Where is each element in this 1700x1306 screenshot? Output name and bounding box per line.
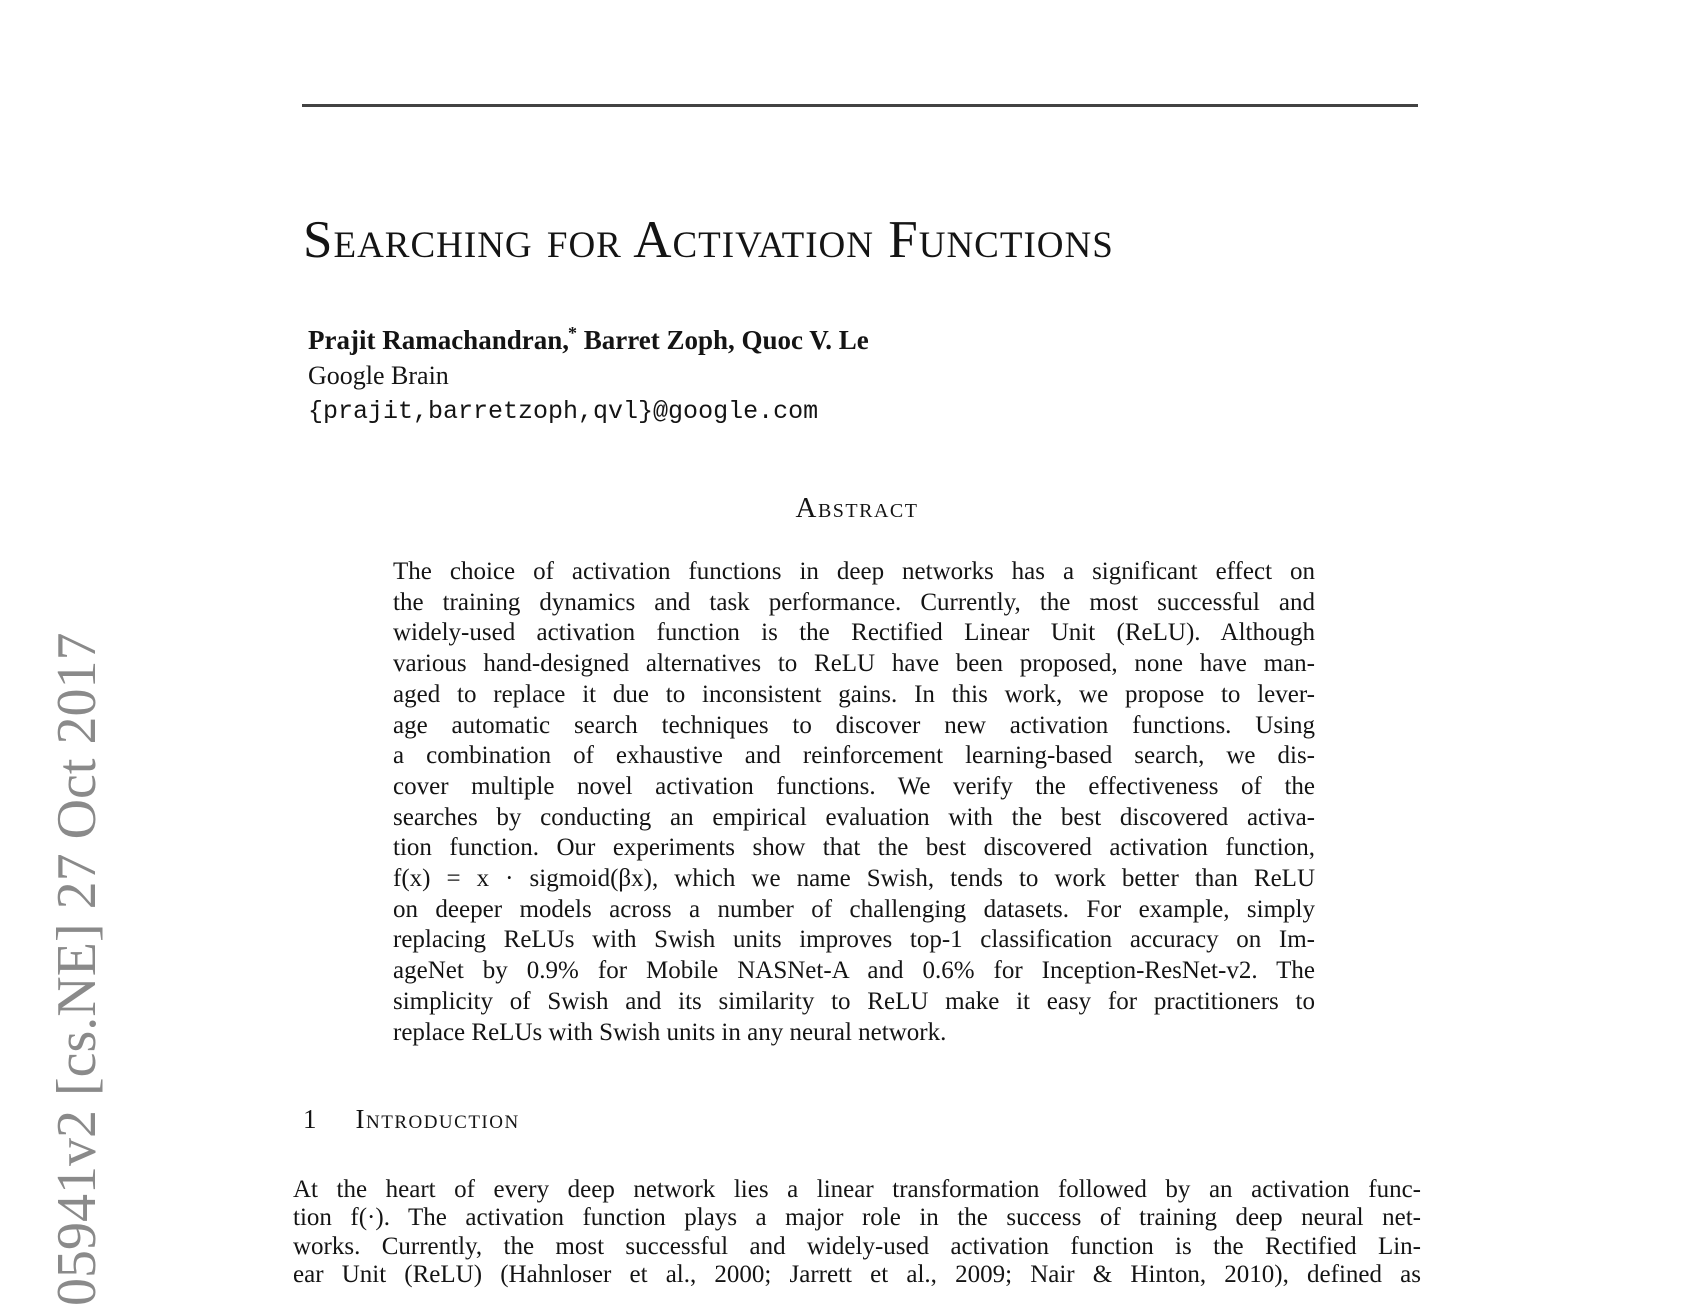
intro-line: At the heart of every deep network lies a linear transformation followed by an activation func-	[293, 1176, 1421, 1203]
author-footnote-asterisk: *	[567, 323, 577, 343]
abstract-line: replacing ReLUs with Swish units improves top-1 classification accuracy on Im-	[393, 926, 1315, 954]
author-names	[308, 322, 869, 358]
abstract-line: age automatic search techniques to discover new activation functions. Using	[393, 711, 1315, 739]
section-title: Introduction	[355, 1104, 520, 1134]
top-rule	[302, 104, 1418, 107]
introduction-text	[293, 1176, 1421, 1289]
abstract-heading: Abstract	[795, 492, 919, 524]
abstract-line: ageNet by 0.9% for Mobile NASNet-A and 0.6% for Inception-ResNet-v2. The	[393, 957, 1315, 985]
intro-line: tion f(·). The activation function plays a major role in the success of training deep neural net-	[293, 1204, 1421, 1232]
abstract-line: a combination of exhaustive and reinforcement learning-based search, we dis-	[393, 742, 1315, 770]
author-email: {prajit,barretzoph,qvl}@google.com	[308, 397, 819, 426]
abstract-line: replace ReLUs with Swish units in any neural network.	[393, 1018, 947, 1046]
abstract-line: f(x) = x · sigmoid(βx), which we name Swish, tends to work better than ReLU	[393, 865, 1315, 893]
abstract-line: on deeper models across a number of challenging datasets. For example, simply	[393, 895, 1315, 923]
section-heading-introduction	[303, 1106, 520, 1133]
author-names-part1: Prajit Ramachandran,	[308, 325, 569, 355]
abstract-line: The choice of activation functions in deep networks has a significant effect on	[393, 558, 1315, 585]
author-names-part2: Barret Zoph, Quoc V. Le	[576, 325, 869, 355]
arxiv-watermark: 05941v2 [cs.NE] 27 Oct 2017	[46, 632, 108, 1306]
author-block	[308, 322, 869, 430]
abstract-line: simplicity of Swish and its similarity to ReLU make it easy for practitioners to	[393, 987, 1315, 1015]
intro-line: works. Currently, the most successful and widely-used activation function is the Rectified Lin-	[293, 1232, 1421, 1260]
abstract-text	[393, 557, 1315, 1048]
abstract-line: widely-used activation function is the Rectified Linear Unit (ReLU). Although	[393, 619, 1315, 647]
abstract-line: aged to replace it due to inconsistent gains. In this work, we propose to lever-	[393, 680, 1315, 708]
abstract-line: cover multiple novel activation functions. We verify the effectiveness of the	[393, 772, 1315, 800]
abstract-line: the training dynamics and task performance. Currently, the most successful and	[393, 588, 1315, 616]
abstract-line: tion function. Our experiments show that the best discovered activation function,	[393, 834, 1315, 862]
paper-title: Searching for Activation Functions	[303, 211, 1114, 269]
abstract-line: searches by conducting an empirical evaluation with the best discovered activa-	[393, 803, 1315, 831]
affiliation: Google Brain	[308, 361, 449, 390]
section-number: 1	[303, 1104, 317, 1134]
abstract-line: various hand-designed alternatives to ReLU have been proposed, none have man-	[393, 650, 1315, 678]
intro-line: ear Unit (ReLU) (Hahnloser et al., 2000; Jarrett et al., 2009; Nair & Hinton, 2010), defined as	[293, 1260, 1421, 1288]
